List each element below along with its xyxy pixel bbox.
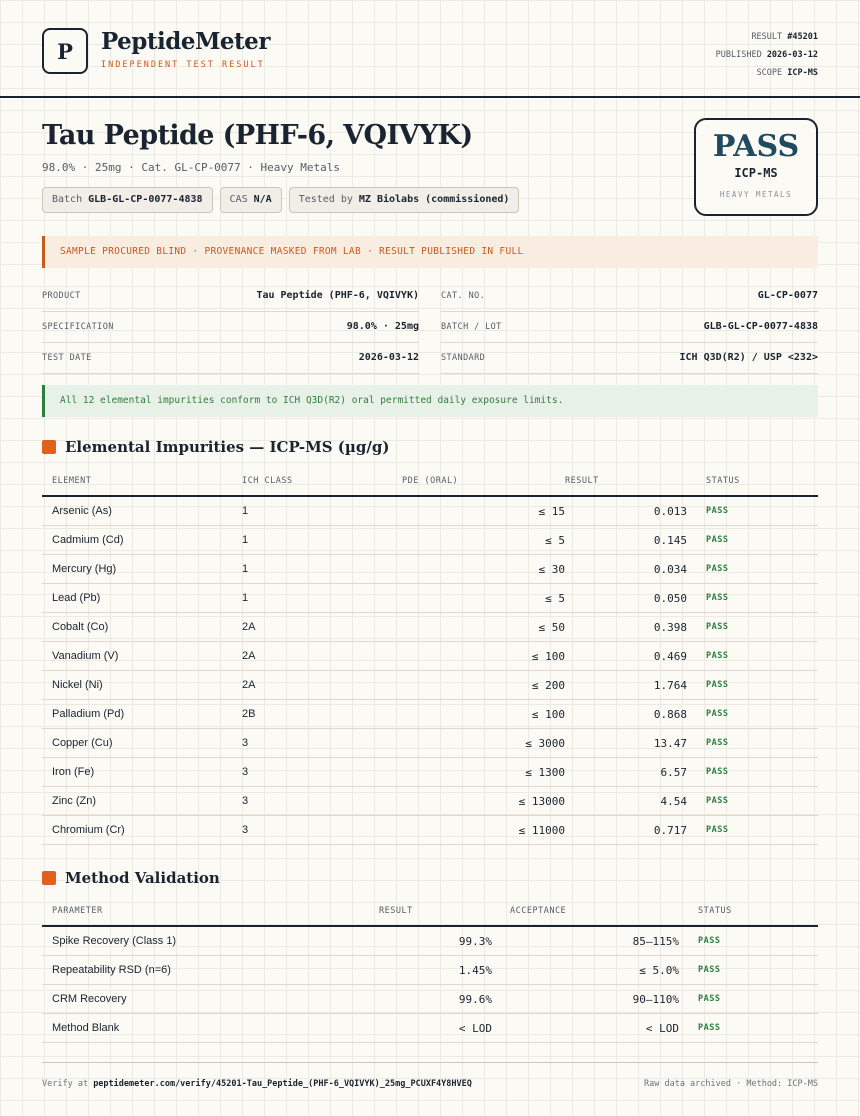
result-value: 99.6%	[342, 985, 492, 1014]
col-result: RESULT	[565, 466, 687, 496]
element-name: Arsenic (As)	[42, 496, 242, 526]
info-batch-lot: BATCH / LOT GLB-GL-CP-0077-4838	[441, 311, 818, 343]
pde-limit: ≤ 100	[402, 642, 565, 671]
chip-tested-by: Tested by MZ Biolabs (commissioned)	[289, 187, 520, 213]
result-value: 1.45%	[342, 956, 492, 985]
verdict-badge	[694, 118, 818, 216]
table-row	[42, 671, 818, 700]
result-value: 0.034	[565, 555, 687, 584]
conformance-note: All 12 elemental impurities conform to ICH Q3D(R2) oral permitted daily exposure limits.	[42, 385, 818, 417]
validation-table	[42, 896, 818, 1043]
status-badge: PASS	[687, 700, 818, 729]
info-specification: SPECIFICATION 98.0% · 25mg	[42, 311, 419, 343]
impurities-heading	[42, 438, 389, 456]
pde-limit: ≤ 15	[402, 496, 565, 526]
ich-class: 2A	[242, 642, 402, 671]
info-product: PRODUCT Tau Peptide (PHF-6, VQIVYK)	[42, 280, 419, 312]
pde-limit: ≤ 5	[402, 526, 565, 555]
meta-result: RESULT #45201	[751, 32, 818, 42]
parameter-name: Method Blank	[42, 1014, 342, 1043]
col-status: STATUS	[687, 466, 818, 496]
meta-published: PUBLISHED 2026-03-12	[715, 50, 818, 60]
report-footer	[42, 1062, 818, 1105]
element-name: Iron (Fe)	[42, 758, 242, 787]
result-value: 13.47	[565, 729, 687, 758]
verdict-word: PASS	[712, 129, 800, 164]
status-badge: PASS	[687, 787, 818, 816]
acceptance-range: 90–110%	[492, 985, 679, 1014]
product-title: Tau Peptide (PHF-6, VQIVYK)	[42, 120, 473, 151]
acceptance-range: < LOD	[492, 1014, 679, 1043]
element-name: Mercury (Hg)	[42, 555, 242, 584]
result-value: 0.717	[565, 816, 687, 845]
table-row	[42, 584, 818, 613]
element-name: Cadmium (Cd)	[42, 526, 242, 555]
pde-limit: ≤ 50	[402, 613, 565, 642]
status-badge: PASS	[687, 496, 818, 526]
element-name: Vanadium (V)	[42, 642, 242, 671]
pde-limit: ≤ 5	[402, 584, 565, 613]
pde-limit: ≤ 11000	[402, 816, 565, 845]
info-cat-no: CAT. NO. GL-CP-0077	[441, 280, 818, 312]
impurities-title: Elemental Impurities — ICP-MS (µg/g)	[65, 438, 390, 456]
ich-class: 3	[242, 787, 402, 816]
pde-limit: ≤ 200	[402, 671, 565, 700]
parameter-name: CRM Recovery	[42, 985, 342, 1014]
col-result: RESULT	[342, 896, 492, 926]
pde-limit: ≤ 100	[402, 700, 565, 729]
status-badge: PASS	[687, 555, 818, 584]
element-name: Palladium (Pd)	[42, 700, 242, 729]
report-meta	[716, 28, 818, 82]
info-test-date: TEST DATE 2026-03-12	[42, 342, 419, 374]
impurities-table	[42, 466, 818, 845]
brand-logo	[42, 28, 88, 74]
col-ich-class: ICH CLASS	[242, 466, 402, 496]
col-acceptance: ACCEPTANCE	[492, 896, 679, 926]
result-value: 0.050	[565, 584, 687, 613]
table-row	[42, 758, 818, 787]
ich-class: 1	[242, 555, 402, 584]
element-name: Lead (Pb)	[42, 584, 242, 613]
table-header-row	[42, 466, 818, 496]
chip-cas: CAS N/A	[220, 187, 282, 213]
status-badge: PASS	[679, 1014, 818, 1043]
ich-class: 2A	[242, 671, 402, 700]
status-badge: PASS	[687, 584, 818, 613]
status-badge: PASS	[687, 729, 818, 758]
table-row	[42, 613, 818, 642]
status-badge: PASS	[687, 671, 818, 700]
element-name: Copper (Cu)	[42, 729, 242, 758]
validation-title: Method Validation	[65, 869, 220, 887]
table-row	[42, 555, 818, 584]
table-row	[42, 526, 818, 555]
report-header	[0, 0, 860, 98]
status-badge: PASS	[687, 642, 818, 671]
verdict-method: ICP-MS	[734, 166, 778, 180]
ich-class: 3	[242, 758, 402, 787]
status-badge: PASS	[687, 816, 818, 845]
logo-letter: P	[57, 38, 73, 64]
table-row	[42, 985, 818, 1014]
result-value: 1.764	[565, 671, 687, 700]
table-row	[42, 700, 818, 729]
product-subtitle: 98.0% · 25mg · Cat. GL-CP-0077 · Heavy Metals	[42, 161, 341, 174]
product-chips	[42, 187, 519, 213]
table-header-row	[42, 896, 818, 926]
ich-class: 1	[242, 584, 402, 613]
ich-class: 1	[242, 496, 402, 526]
col-parameter: PARAMETER	[42, 896, 342, 926]
status-badge: PASS	[679, 985, 818, 1014]
ich-class: 3	[242, 816, 402, 845]
result-value: 0.469	[565, 642, 687, 671]
status-badge: PASS	[679, 926, 818, 956]
table-row	[42, 729, 818, 758]
info-standard: STANDARD ICH Q3D(R2) / USP <232>	[441, 342, 818, 374]
section-marker-icon	[42, 871, 56, 885]
ich-class: 2A	[242, 613, 402, 642]
validation-heading	[42, 869, 220, 887]
pde-limit: ≤ 3000	[402, 729, 565, 758]
ich-class: 1	[242, 526, 402, 555]
result-value: 0.398	[565, 613, 687, 642]
status-badge: PASS	[687, 758, 818, 787]
col-element: ELEMENT	[42, 466, 242, 496]
brand-tagline: INDEPENDENT TEST RESULT	[101, 60, 265, 70]
ich-class: 2B	[242, 700, 402, 729]
result-value: 0.868	[565, 700, 687, 729]
element-name: Zinc (Zn)	[42, 787, 242, 816]
verdict-scope: HEAVY METALS	[719, 190, 793, 199]
col-status: STATUS	[679, 896, 818, 926]
status-badge: PASS	[687, 526, 818, 555]
section-marker-icon	[42, 440, 56, 454]
brand-name: PeptideMeter	[101, 28, 270, 55]
chip-batch: Batch GLB-GL-CP-0077-4838	[42, 187, 213, 213]
verify-link[interactable]: peptidemeter.com/verify/45201-Tau_Peptide_(PHF-6_VQIVYK)_25mg_PCUXF4Y8HVEQ	[93, 1079, 472, 1089]
table-row	[42, 926, 818, 956]
archive-note: Raw data archived · Method: ICP-MS	[644, 1079, 818, 1089]
table-row	[42, 1014, 818, 1043]
result-value: 4.54	[565, 787, 687, 816]
pde-limit: ≤ 30	[402, 555, 565, 584]
meta-scope: SCOPE ICP-MS	[756, 68, 818, 78]
status-badge: PASS	[687, 613, 818, 642]
result-value: 0.145	[565, 526, 687, 555]
result-value: < LOD	[342, 1014, 492, 1043]
table-row	[42, 816, 818, 845]
pde-limit: ≤ 1300	[402, 758, 565, 787]
pde-limit: ≤ 13000	[402, 787, 565, 816]
table-row	[42, 642, 818, 671]
ich-class: 3	[242, 729, 402, 758]
element-name: Chromium (Cr)	[42, 816, 242, 845]
table-row	[42, 787, 818, 816]
result-value: 99.3%	[342, 926, 492, 956]
procurement-notice: SAMPLE PROCURED BLIND · PROVENANCE MASKED FROM LAB · RESULT PUBLISHED IN FULL	[42, 236, 818, 268]
table-row	[42, 496, 818, 526]
status-badge: PASS	[679, 956, 818, 985]
result-value: 0.013	[565, 496, 687, 526]
element-name: Cobalt (Co)	[42, 613, 242, 642]
verify-line: Verify at peptidemeter.com/verify/45201-Tau_Peptide_(PHF-6_VQIVYK)_25mg_PCUXF4Y8HVEQ	[42, 1079, 472, 1089]
parameter-name: Spike Recovery (Class 1)	[42, 926, 342, 956]
acceptance-range: 85–115%	[492, 926, 679, 956]
parameter-name: Repeatability RSD (n=6)	[42, 956, 342, 985]
table-row	[42, 956, 818, 985]
acceptance-range: ≤ 5.0%	[492, 956, 679, 985]
element-name: Nickel (Ni)	[42, 671, 242, 700]
result-value: 6.57	[565, 758, 687, 787]
col-pde: PDE (ORAL)	[402, 466, 565, 496]
